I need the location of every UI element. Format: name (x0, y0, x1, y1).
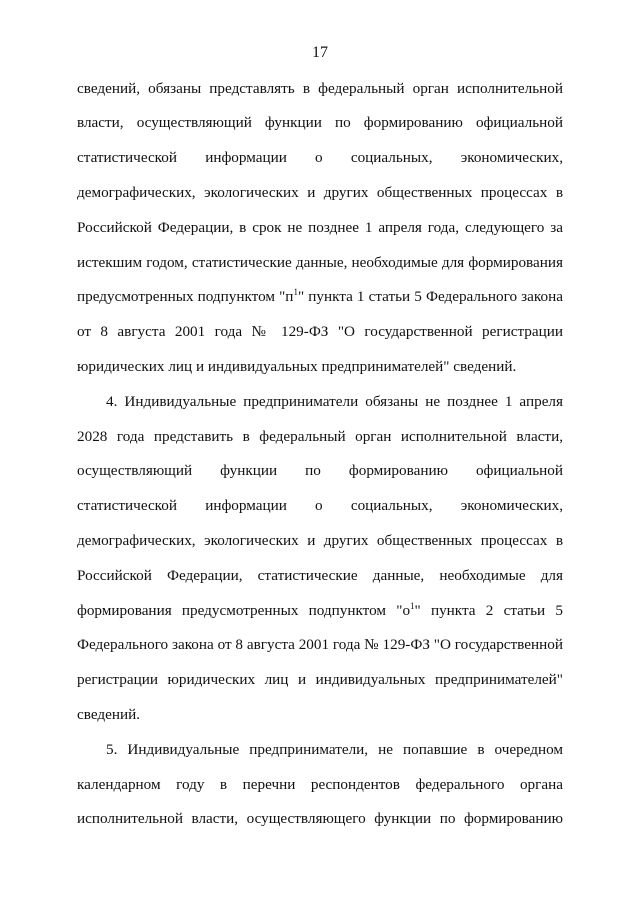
text-line-1: сведений, обязаны представлять в федеральный орган исполнительной (77, 80, 563, 97)
text-line-17: Федерального закона от 8 августа 2001 года № 129-ФЗ "О государственной (77, 636, 563, 653)
text-line-11: 2028 года представить в федеральный орган исполнительной власти, (77, 428, 563, 445)
paragraph-4-start: 4. Индивидуальные предприниматели обязаны не позднее 1 апреля (106, 393, 563, 410)
text-line-7-after: " пункта 1 статьи 5 Федерального закона (297, 288, 563, 305)
text-line-22: исполнительной власти, осуществляющего функции по формированию (77, 810, 563, 827)
text-line-16 (77, 601, 563, 621)
text-line-12: осуществляющий функции по формированию официальной (77, 462, 563, 479)
text-line-16-before: формирования предусмотренных подпунктом "о (77, 602, 411, 619)
text-line-19: сведений. (77, 706, 141, 723)
text-line-6: истекшим годом, статистические данные, необходимые для формирования (77, 254, 563, 271)
superscript: 1 (410, 601, 415, 611)
text-line-8: от 8 августа 2001 года № 129-ФЗ "О государственной регистрации (77, 323, 563, 340)
text-line-15: Российской Федерации, статистические данные, необходимые для (77, 567, 563, 584)
text-line-5: Российской Федерации, в срок не позднее 1 апреля года, следующего за (77, 219, 563, 236)
text-line-4: демографических, экологических и других общественных процессах в (77, 184, 563, 201)
paragraph-5-start: 5. Индивидуальные предприниматели, не попавшие в очередном (106, 741, 563, 758)
text-line-13: статистической информации о социальных, экономических, (77, 497, 563, 514)
text-line-18: регистрации юридических лиц и индивидуальных предпринимателей" (77, 671, 563, 688)
text-line-16-after: " пункта 2 статьи 5 (414, 602, 563, 619)
text-line-2: власти, осуществляющий функции по формированию официальной (77, 114, 563, 131)
text-line-9: юридических лиц и индивидуальных предпринимателей" сведений. (77, 358, 517, 375)
text-line-7-before: предусмотренных подпунктом "п (77, 288, 294, 305)
text-line-7 (77, 287, 563, 307)
text-line-14: демографических, экологических и других общественных процессах в (77, 532, 563, 549)
superscript: 1 (293, 287, 298, 297)
text-line-21: календарном году в перечни респондентов федерального органа (77, 776, 563, 793)
page-number: 17 (312, 44, 328, 61)
text-line-3: статистической информации о социальных, экономических, (77, 149, 563, 166)
